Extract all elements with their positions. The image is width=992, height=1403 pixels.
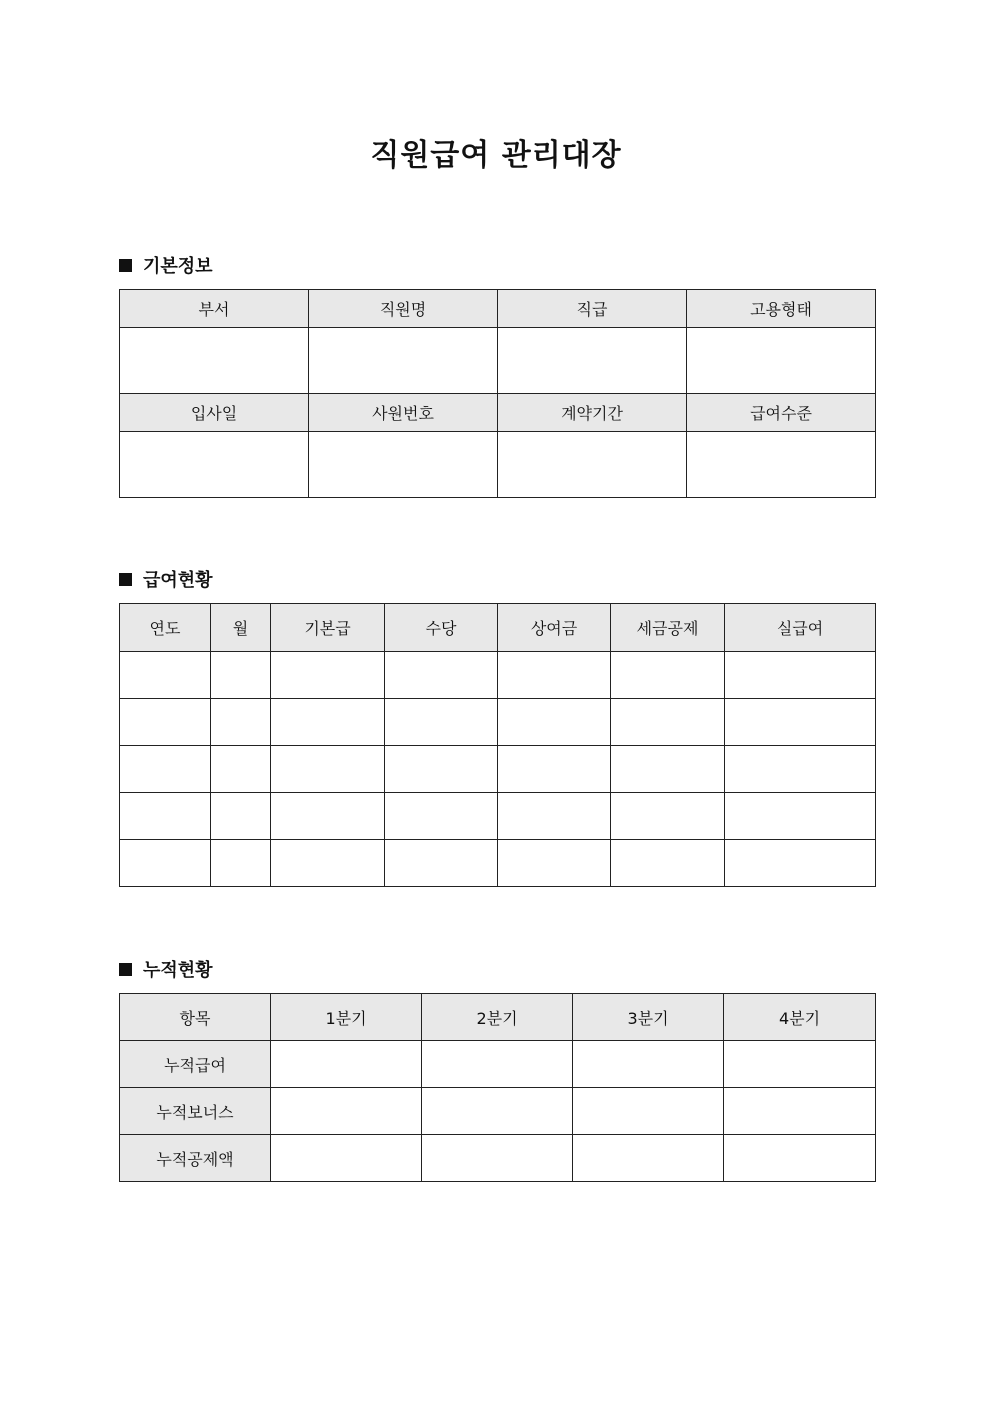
value-row bbox=[120, 328, 876, 394]
table-cell[interactable] bbox=[385, 652, 498, 699]
table-cell[interactable] bbox=[120, 652, 211, 699]
table-cell[interactable] bbox=[725, 793, 876, 840]
table-cell[interactable] bbox=[724, 1041, 876, 1088]
table-cell[interactable] bbox=[725, 652, 876, 699]
header-cell-bonus: 상여금 bbox=[498, 604, 611, 652]
table-cell[interactable] bbox=[573, 1135, 724, 1182]
table-cell[interactable] bbox=[611, 840, 725, 887]
table-cell[interactable] bbox=[271, 1041, 422, 1088]
square-bullet-icon bbox=[119, 963, 132, 976]
section-heading-cumulative bbox=[119, 957, 213, 981]
header-cell-position: 직급 bbox=[498, 290, 687, 328]
page-title: 직원급여 관리대장 bbox=[370, 138, 622, 173]
table-cell[interactable] bbox=[724, 1135, 876, 1182]
section-title: 급여현황 bbox=[143, 570, 213, 591]
header-cell-employee-number: 사원번호 bbox=[309, 394, 498, 432]
table-cell[interactable] bbox=[211, 746, 271, 793]
table-cell[interactable] bbox=[385, 699, 498, 746]
header-cell-net-pay: 실급여 bbox=[725, 604, 876, 652]
table-cell[interactable] bbox=[211, 840, 271, 887]
header-cell-employee-name: 직원명 bbox=[309, 290, 498, 328]
header-cell-contract-period: 계약기간 bbox=[498, 394, 687, 432]
hire-date-field[interactable] bbox=[120, 432, 309, 498]
table-row bbox=[120, 1135, 876, 1182]
table-cell[interactable] bbox=[422, 1135, 573, 1182]
table-cell[interactable] bbox=[271, 699, 385, 746]
section-heading-payroll bbox=[119, 567, 213, 591]
header-cell-employment-type: 고용형태 bbox=[687, 290, 876, 328]
table-cell[interactable] bbox=[211, 652, 271, 699]
contract-period-field[interactable] bbox=[498, 432, 687, 498]
employee-name-field[interactable] bbox=[309, 328, 498, 394]
table-cell[interactable] bbox=[211, 699, 271, 746]
table-cell[interactable] bbox=[385, 746, 498, 793]
employment-type-field[interactable] bbox=[687, 328, 876, 394]
square-bullet-icon bbox=[119, 259, 132, 272]
payroll-table bbox=[119, 603, 876, 887]
table-row bbox=[120, 840, 876, 887]
table-cell[interactable] bbox=[573, 1041, 724, 1088]
table-cell[interactable] bbox=[120, 793, 211, 840]
section-title: 기본정보 bbox=[143, 256, 213, 277]
header-row bbox=[120, 994, 876, 1041]
row-label-cumulative-pay: 누적급여 bbox=[120, 1041, 271, 1088]
table-cell[interactable] bbox=[271, 652, 385, 699]
table-cell[interactable] bbox=[271, 1135, 422, 1182]
table-cell[interactable] bbox=[271, 1088, 422, 1135]
header-cell-month: 월 bbox=[211, 604, 271, 652]
header-cell-q2: 2분기 bbox=[422, 994, 573, 1041]
table-cell[interactable] bbox=[611, 793, 725, 840]
table-cell[interactable] bbox=[120, 840, 211, 887]
header-cell-base-pay: 기본급 bbox=[271, 604, 385, 652]
salary-level-field[interactable] bbox=[687, 432, 876, 498]
table-row bbox=[120, 793, 876, 840]
header-cell-year: 연도 bbox=[120, 604, 211, 652]
header-cell-q3: 3분기 bbox=[573, 994, 724, 1041]
table-cell[interactable] bbox=[120, 699, 211, 746]
section-title: 누적현황 bbox=[143, 960, 213, 981]
table-cell[interactable] bbox=[271, 793, 385, 840]
square-bullet-icon bbox=[119, 573, 132, 586]
table-cell[interactable] bbox=[724, 1088, 876, 1135]
table-cell[interactable] bbox=[385, 840, 498, 887]
table-cell[interactable] bbox=[611, 699, 725, 746]
table-cell[interactable] bbox=[611, 746, 725, 793]
department-field[interactable] bbox=[120, 328, 309, 394]
table-cell[interactable] bbox=[498, 746, 611, 793]
header-cell-item: 항목 bbox=[120, 994, 271, 1041]
header-cell-tax-deduction: 세금공제 bbox=[611, 604, 725, 652]
employee-number-field[interactable] bbox=[309, 432, 498, 498]
header-cell-hire-date: 입사일 bbox=[120, 394, 309, 432]
row-label-cumulative-deduction: 누적공제액 bbox=[120, 1135, 271, 1182]
header-cell-q1: 1분기 bbox=[271, 994, 422, 1041]
table-row bbox=[120, 652, 876, 699]
table-cell[interactable] bbox=[611, 652, 725, 699]
table-cell[interactable] bbox=[725, 840, 876, 887]
table-cell[interactable] bbox=[271, 746, 385, 793]
position-field[interactable] bbox=[498, 328, 687, 394]
value-row bbox=[120, 432, 876, 498]
table-cell[interactable] bbox=[725, 746, 876, 793]
header-cell-salary-level: 급여수준 bbox=[687, 394, 876, 432]
basic-info-table bbox=[119, 289, 876, 498]
header-cell-q4: 4분기 bbox=[724, 994, 876, 1041]
table-row bbox=[120, 699, 876, 746]
table-cell[interactable] bbox=[385, 793, 498, 840]
table-cell[interactable] bbox=[725, 699, 876, 746]
table-cell[interactable] bbox=[573, 1088, 724, 1135]
table-cell[interactable] bbox=[211, 793, 271, 840]
header-cell-allowance: 수당 bbox=[385, 604, 498, 652]
table-cell[interactable] bbox=[498, 699, 611, 746]
header-row bbox=[120, 290, 876, 328]
header-row bbox=[120, 604, 876, 652]
table-row bbox=[120, 1041, 876, 1088]
table-cell[interactable] bbox=[422, 1088, 573, 1135]
table-cell[interactable] bbox=[498, 840, 611, 887]
header-row bbox=[120, 394, 876, 432]
table-cell[interactable] bbox=[271, 840, 385, 887]
table-row bbox=[120, 1088, 876, 1135]
table-row bbox=[120, 746, 876, 793]
table-cell[interactable] bbox=[498, 793, 611, 840]
cumulative-table bbox=[119, 993, 876, 1182]
section-heading-basic-info bbox=[119, 253, 213, 277]
table-cell[interactable] bbox=[422, 1041, 573, 1088]
table-cell[interactable] bbox=[120, 746, 211, 793]
table-cell[interactable] bbox=[498, 652, 611, 699]
row-label-cumulative-bonus: 누적보너스 bbox=[120, 1088, 271, 1135]
header-cell-department: 부서 bbox=[120, 290, 309, 328]
